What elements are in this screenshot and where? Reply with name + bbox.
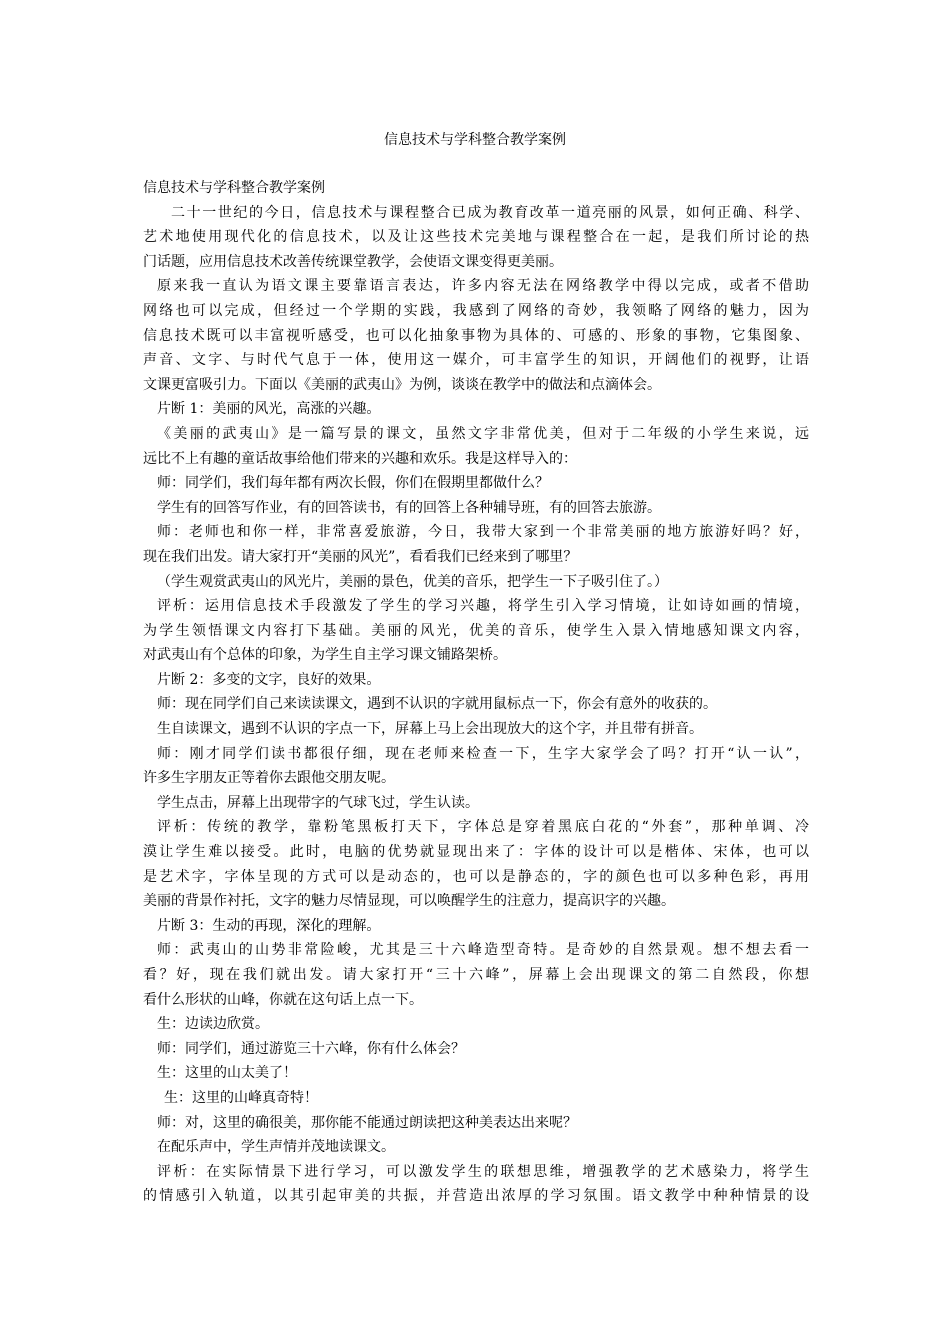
text-line: 原来我一直认为语文课主要靠语言表达，许多内容无法在网络教学中得以完成，或者不借助	[157, 278, 809, 295]
text-line: 网络也可以完成，但经过一个学期的实践，我感到了网络的奇妙，我领略了网络的魅力，因为	[143, 302, 809, 319]
text-line: 生：这里的山峰真奇特！	[164, 1089, 318, 1106]
text-line: 在配乐声中，学生声情并茂地读课文。	[157, 1139, 395, 1156]
text-line: 漠让学生难以接受。此时，电脑的优势就显现出来了：字体的设计可以是楷体、宋体，也可以	[143, 844, 809, 861]
text-line: 《美丽的武夷山》是一篇写景的课文，虽然文字非常优美，但对于二年级的小学生来说，远	[157, 425, 809, 442]
text-line: 声音、文字、与时代气息于一体，使用这一媒介，可丰富学生的知识，开阔他们的视野，让语	[143, 352, 809, 369]
text-line: 许多生字朋友正等着你去跟他交朋友呢。	[143, 770, 395, 787]
text-line: 生：这里的山太美了！	[157, 1065, 297, 1082]
text-line: 评析：传统的教学，靠粉笔黑板打天下，字体总是穿着黑底白花的“外套”，那种单调、冷	[157, 819, 809, 836]
text-line: 评析：在实际情景下进行学习，可以激发学生的联想思维，增强教学的艺术感染力，将学生	[157, 1163, 809, 1180]
text-line: 师：同学们，通过游览三十六峰，你有什么体会？	[157, 1040, 465, 1057]
text-line: 看？好，现在我们就出发。请大家打开“三十六峰”，屏幕上会出现课文的第二自然段，你想	[143, 967, 809, 983]
text-line: 信息技术既可以丰富视听感受，也可以化抽象事物为具体的、可感的、形象的事物，它集图象、	[143, 327, 809, 344]
text-line: 远比不上有趣的童话故事给他们带来的兴趣和欢乐。我是这样导入的：	[143, 450, 577, 467]
text-line: 师：对，这里的确很美，那你能不能通过朗读把这种美表达出来呢？	[157, 1114, 577, 1131]
text-line: 信息技术与学科整合教学案例	[143, 180, 325, 196]
text-line: 美丽的背景作衬托，文字的魅力尽情显现，可以唤醒学生的注意力，提高识字的兴趣。	[143, 893, 675, 910]
text-line: 看什么形状的山峰，你就在这句话上点一下。	[143, 991, 423, 1008]
text-line: 文课更富吸引力。下面以《美丽的武夷山》为例，谈谈在教学中的做法和点滴体会。	[143, 376, 661, 393]
text-line: 师：同学们，我们每年都有两次长假，你们在假期里都做什么？	[157, 475, 549, 492]
document-body	[143, 176, 809, 1209]
text-line: 是艺术字，字体呈现的方式可以是动态的，也可以是静态的，字的颜色也可以多种色彩，再用	[143, 868, 809, 885]
text-line: 片断 1：美丽的风光，高涨的兴趣。	[157, 401, 381, 418]
text-line: 现在我们出发。请大家打开“美丽的风光”，看看我们已经来到了哪里？	[143, 548, 578, 565]
text-line: 片断 3：生动的再现，深化的理解。	[157, 917, 381, 934]
text-line: 师：现在同学们自己来读读课文，遇到不认识的字就用鼠标点一下，你会有意外的收获的。	[157, 696, 717, 713]
text-line: 的情感引入轨道，以其引起审美的共振，并营造出浓厚的学习氛围。语文教学中种种情景的设	[143, 1188, 809, 1205]
text-line: 生：边读边欣赏。	[157, 1016, 269, 1033]
text-line: 片断 2：多变的文字，良好的效果。	[157, 671, 381, 688]
text-line: 师：武夷山的山势非常险峻，尤其是三十六峰造型奇特。是奇妙的自然景观。想不想去看一	[157, 942, 809, 959]
text-line: 学生点击，屏幕上出现带字的气球飞过，学生认读。	[157, 794, 479, 811]
text-line: 师：刚才同学们读书都很仔细，现在老师来检查一下，生字大家学会了吗？打开“认一认”，	[157, 745, 809, 762]
text-line: （学生观赏武夷山的风光片，美丽的景色，优美的音乐，把学生一下子吸引住了。）	[157, 573, 668, 590]
text-line: 对武夷山有个总体的印象，为学生自主学习课文铺路架桥。	[143, 647, 507, 664]
text-line: 评析：运用信息技术手段激发了学生的学习兴趣，将学生引入学习情境，让如诗如画的情境，	[157, 598, 809, 615]
document-title: 信息技术与学科整合教学案例	[384, 132, 566, 148]
text-line: 生自读课文，遇到不认识的字点一下，屏幕上马上会出现放大的这个字，并且带有拼音。	[157, 721, 703, 738]
text-line: 门话题，应用信息技术改善传统课堂教学，会使语文课变得更美丽。	[143, 253, 563, 270]
text-line: 学生有的回答写作业，有的回答读书，有的回答上各种辅导班，有的回答去旅游。	[157, 499, 661, 516]
text-line: 艺术地使用现代化的信息技术，以及让这些技术完美地与课程整合在一起，是我们所讨论的热	[143, 229, 809, 246]
text-line: 师：老师也和你一样，非常喜爱旅游，今日，我带大家到一个非常美丽的地方旅游好吗？好，	[157, 524, 809, 541]
text-line: 为学生领悟课文内容打下基础。美丽的风光，优美的音乐，使学生入景入情地感知课文内容，	[143, 622, 809, 639]
text-line: 二十一世纪的今日，信息技术与课程整合已成为教育改革一道亮丽的风景，如何正确、科学、	[171, 204, 809, 221]
